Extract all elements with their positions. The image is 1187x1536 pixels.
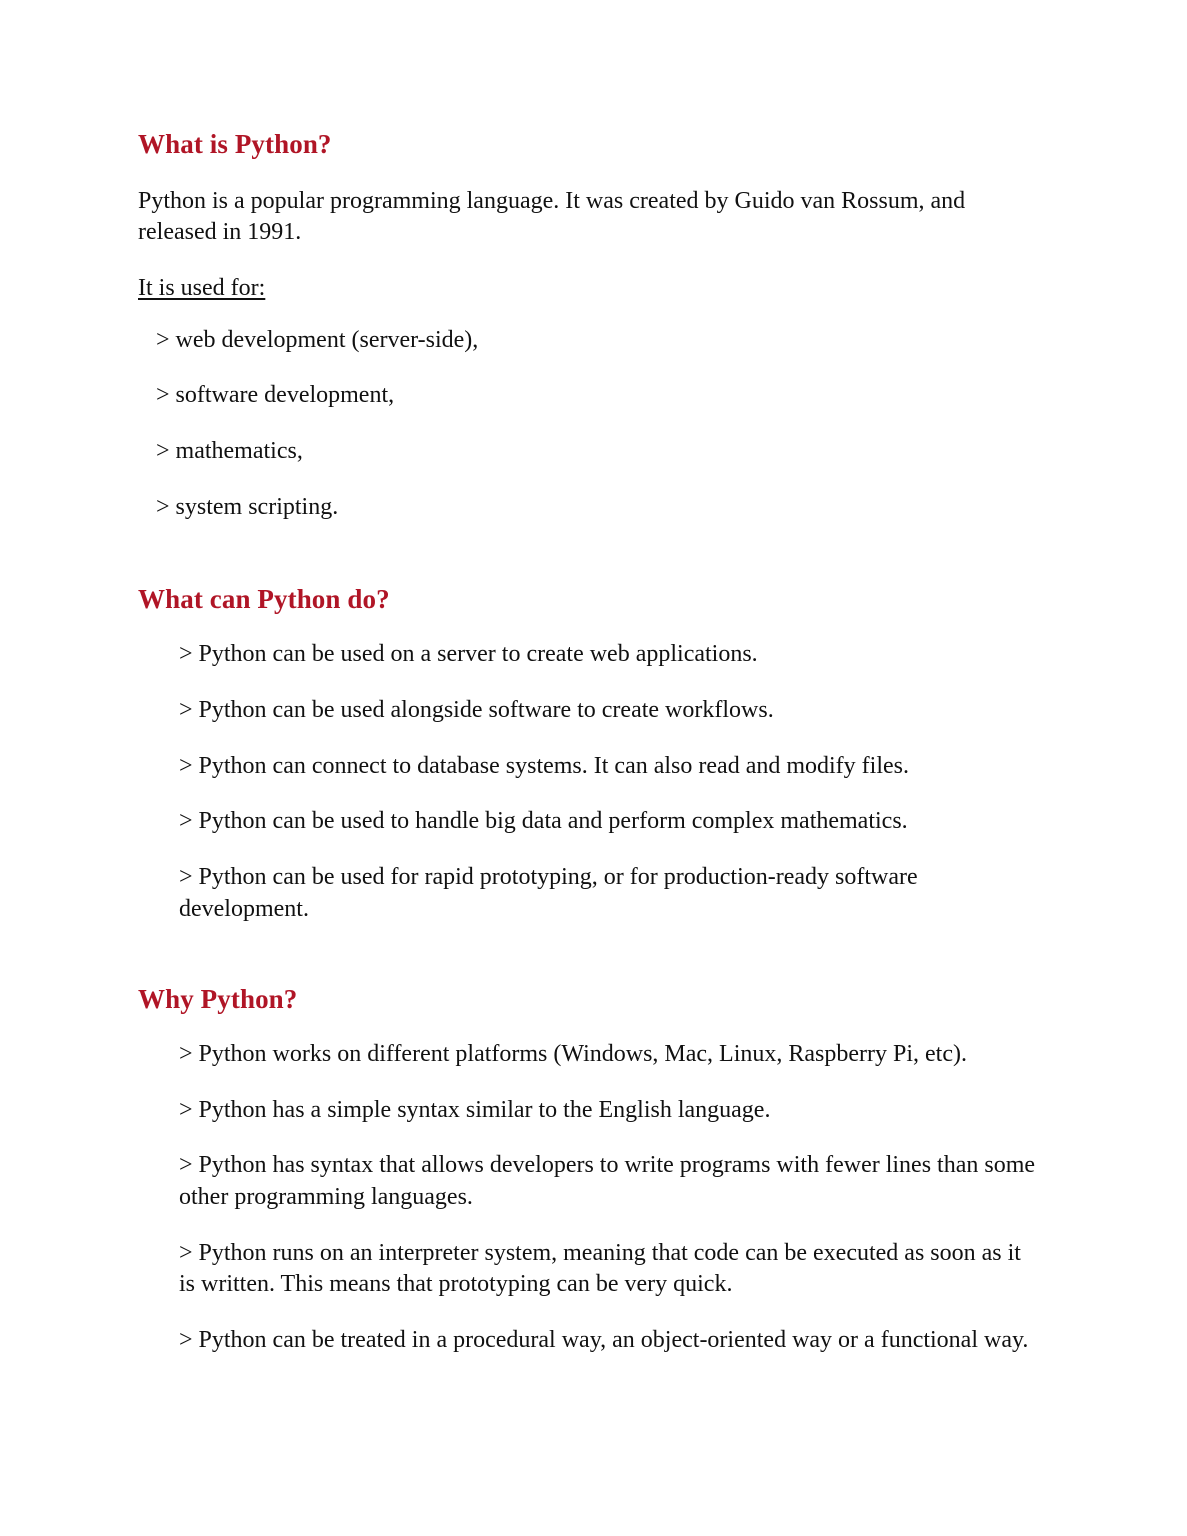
section-spacer	[138, 523, 1038, 583]
list-python-advantages	[138, 1039, 1037, 1357]
list-item: > Python works on different platforms (Windows, Mac, Linux, Raspberry Pi, etc).	[179, 1040, 967, 1067]
document-content	[138, 128, 1038, 1357]
list-item: > Python has syntax that allows developers to write programs with fewer lines than some other programming languages.	[179, 1152, 1036, 1210]
label-it-is-used-for	[138, 273, 1038, 305]
section-spacer	[138, 925, 1038, 983]
list-item: > Python can be used to handle big data and perform complex mathematics.	[179, 808, 908, 835]
heading-what-can-python-do: What can Python do?	[138, 584, 390, 615]
list-item: > system scripting.	[156, 493, 339, 520]
list-item: > Python has a simple syntax similar to the English language.	[179, 1096, 771, 1123]
list-item: > Python can be used on a server to create web applications.	[179, 641, 758, 668]
list-item: > Python can be used for rapid prototyping, or for production-ready software development.	[179, 863, 918, 922]
list-python-capabilities	[138, 639, 1037, 925]
list-item: > web development (server-side),	[156, 326, 479, 353]
heading-what-is-python: What is Python?	[138, 129, 332, 159]
list-item: > Python can be used alongside software to create workflows.	[179, 696, 774, 723]
paragraph-intro: Python is a popular programming language. It was created by Guido van Rossum, and released in 1991.	[138, 187, 966, 246]
label-it-is-used-for-text: It is used for:	[138, 275, 266, 302]
list-item: > Python runs on an interpreter system, meaning that code can be executed as soon as it is written. This means that prototyping can be very quick.	[179, 1239, 1021, 1298]
list-item: > software development,	[156, 382, 395, 409]
list-python-uses	[138, 325, 1038, 524]
list-item: > Python can connect to database systems. It can also read and modify files.	[179, 752, 909, 779]
heading-why-python: Why Python?	[138, 984, 298, 1015]
list-item: > Python can be treated in a procedural way, an object-oriented way or a functional way.	[179, 1327, 1029, 1354]
list-item: > mathematics,	[156, 438, 303, 465]
